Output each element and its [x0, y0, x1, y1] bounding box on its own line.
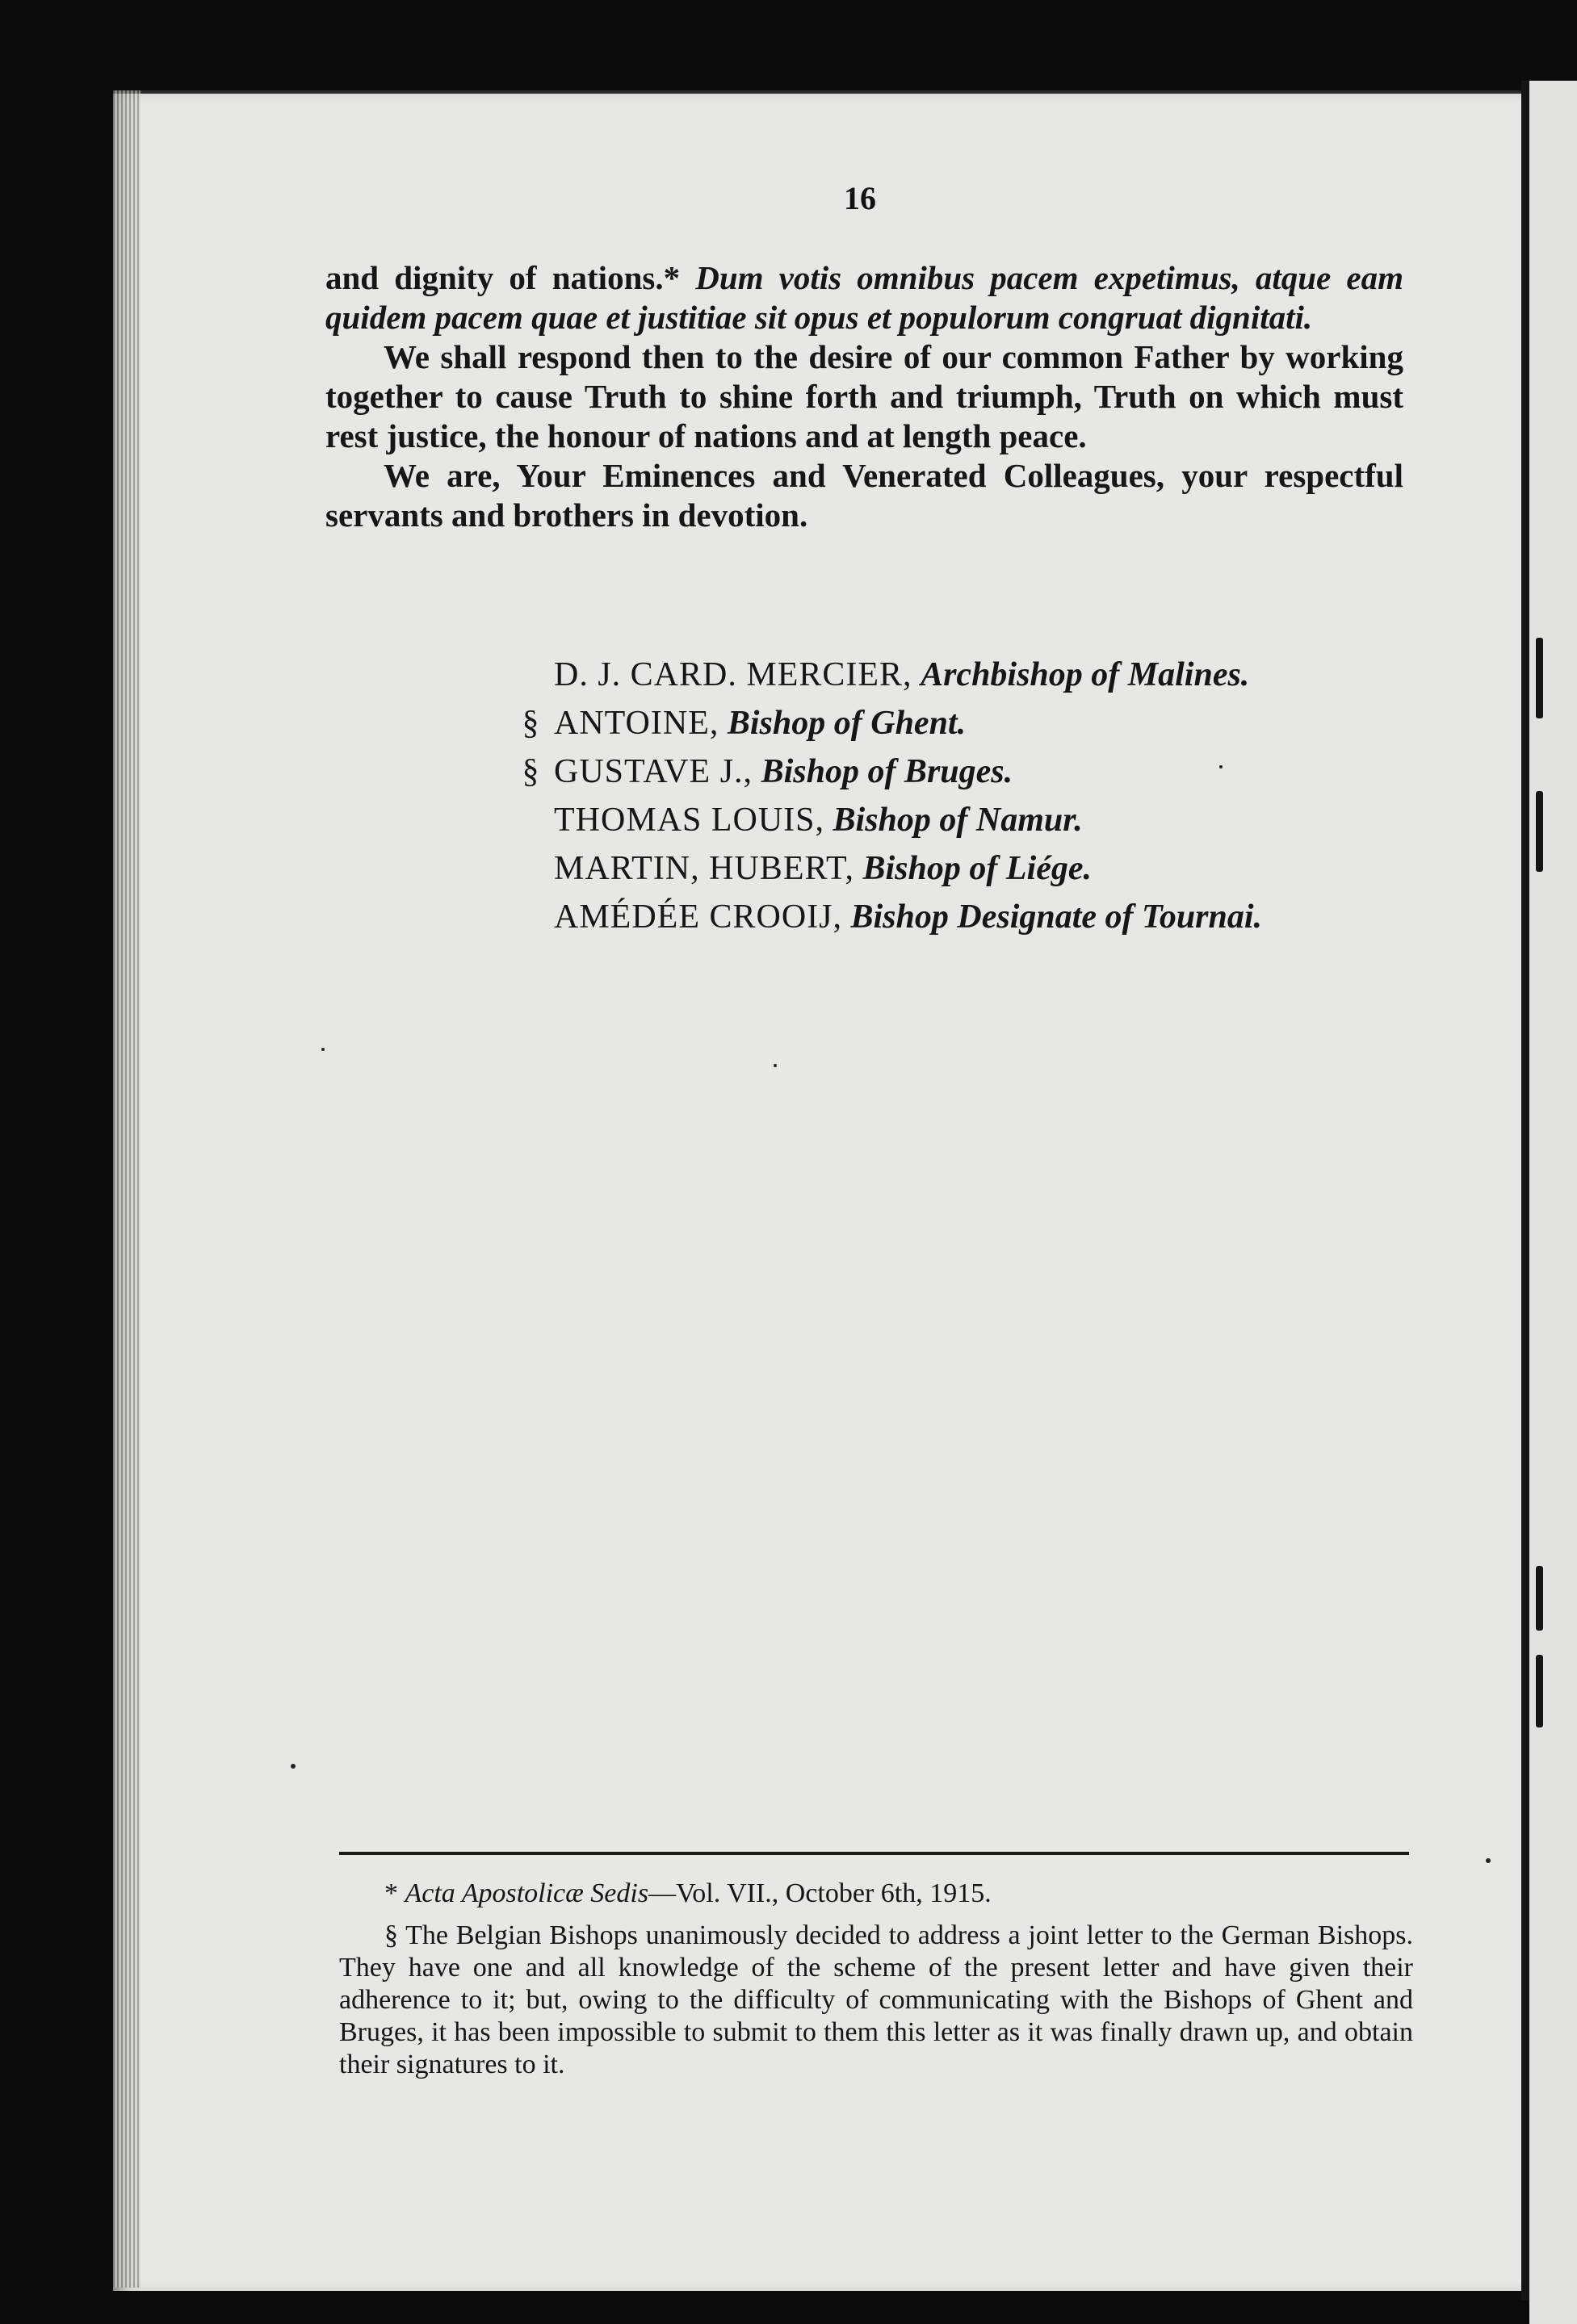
- dust-speck: [291, 1764, 296, 1769]
- signatory-title: Archbishop of Malines.: [921, 656, 1250, 693]
- signatory-name: AMÉDÉE CROOIJ,: [554, 898, 842, 936]
- signature-line: [507, 699, 1428, 747]
- ink-mark: [1536, 1566, 1543, 1631]
- dust-speck: [321, 1048, 325, 1051]
- section-mark: [507, 893, 554, 941]
- signatory-name: GUSTAVE J.,: [554, 753, 753, 790]
- paragraph-3: We are, Your Eminences and Venerated Colleagues, your respectful servants and brothers in devotion.: [325, 457, 1403, 534]
- binding-edge: [113, 90, 141, 2288]
- body-text: [325, 258, 1403, 535]
- ink-mark: [1536, 638, 1543, 718]
- signatory-title: Bishop of Ghent.: [727, 705, 967, 742]
- paragraph-2: We shall respond then to the desire of our common Father by working together to cause Truth to shine forth and triumph, Truth on which must rest justice, the honour of nations and at length peace.: [325, 338, 1403, 454]
- signature-line: [507, 796, 1428, 844]
- signature-line: [507, 651, 1428, 699]
- footnote-source: Acta Apostolicæ Sedis: [405, 1878, 649, 1908]
- footnote-divider: [339, 1852, 1409, 1855]
- signature-line: [507, 844, 1428, 893]
- dust-speck: [1219, 765, 1223, 768]
- ink-mark: [1536, 1655, 1543, 1727]
- paragraph-1: [325, 258, 1403, 337]
- ink-mark: [1536, 791, 1543, 872]
- page-number: 16: [844, 180, 876, 216]
- signatory-name: ANTOINE,: [554, 705, 719, 742]
- footnote-section: § The Belgian Bishops unanimously decided to address a joint letter to the German Bishops. They have one and all knowledge of the scheme of the present letter and have given their adherence to it; but, owing to the difficulty of communicating with the Bishops of Ghent and Bruges, it has been impossible to submit to them this letter as it was finally drawn up, and obtain their signatures to it.: [339, 1920, 1413, 2079]
- footnote-mark: *: [384, 1878, 405, 1908]
- adjacent-page-sliver: [1529, 81, 1577, 2324]
- footnote-asterisk: [339, 1878, 1413, 1910]
- signatory-title: Bishop Designate of Tournai.: [850, 898, 1263, 936]
- signatory-name: THOMAS LOUIS,: [554, 802, 825, 839]
- footnotes: [339, 1878, 1413, 2081]
- section-mark: [507, 844, 554, 893]
- page-gap: [1521, 81, 1529, 2301]
- paragraph-1-start: and dignity of nations.*: [325, 259, 681, 296]
- section-mark: [507, 651, 554, 699]
- footnote-citation: —Vol. VII., October 6th, 1915.: [648, 1878, 992, 1908]
- latin-quotation: Dum votis omnibus pacem expetimus, atque eam quidem pacem quae et justitiae sit opus et populorum congruat dignitati.: [325, 259, 1403, 336]
- section-mark: §: [522, 705, 539, 742]
- section-mark: [507, 796, 554, 844]
- signatory-name: D. J. CARD. MERCIER,: [554, 656, 912, 693]
- signatory-title: Bishop of Bruges.: [761, 753, 1013, 790]
- dust-speck: [774, 1064, 777, 1067]
- signatory-name: MARTIN, HUBERT,: [554, 850, 854, 887]
- signatory-title: Bishop of Namur.: [833, 802, 1083, 839]
- signature-line: [507, 893, 1428, 941]
- signatory-title: Bishop of Liége.: [862, 850, 1092, 887]
- section-mark: §: [522, 753, 539, 790]
- signature-block: [507, 651, 1428, 941]
- signature-line: [507, 747, 1428, 796]
- dust-speck: [1486, 1858, 1491, 1863]
